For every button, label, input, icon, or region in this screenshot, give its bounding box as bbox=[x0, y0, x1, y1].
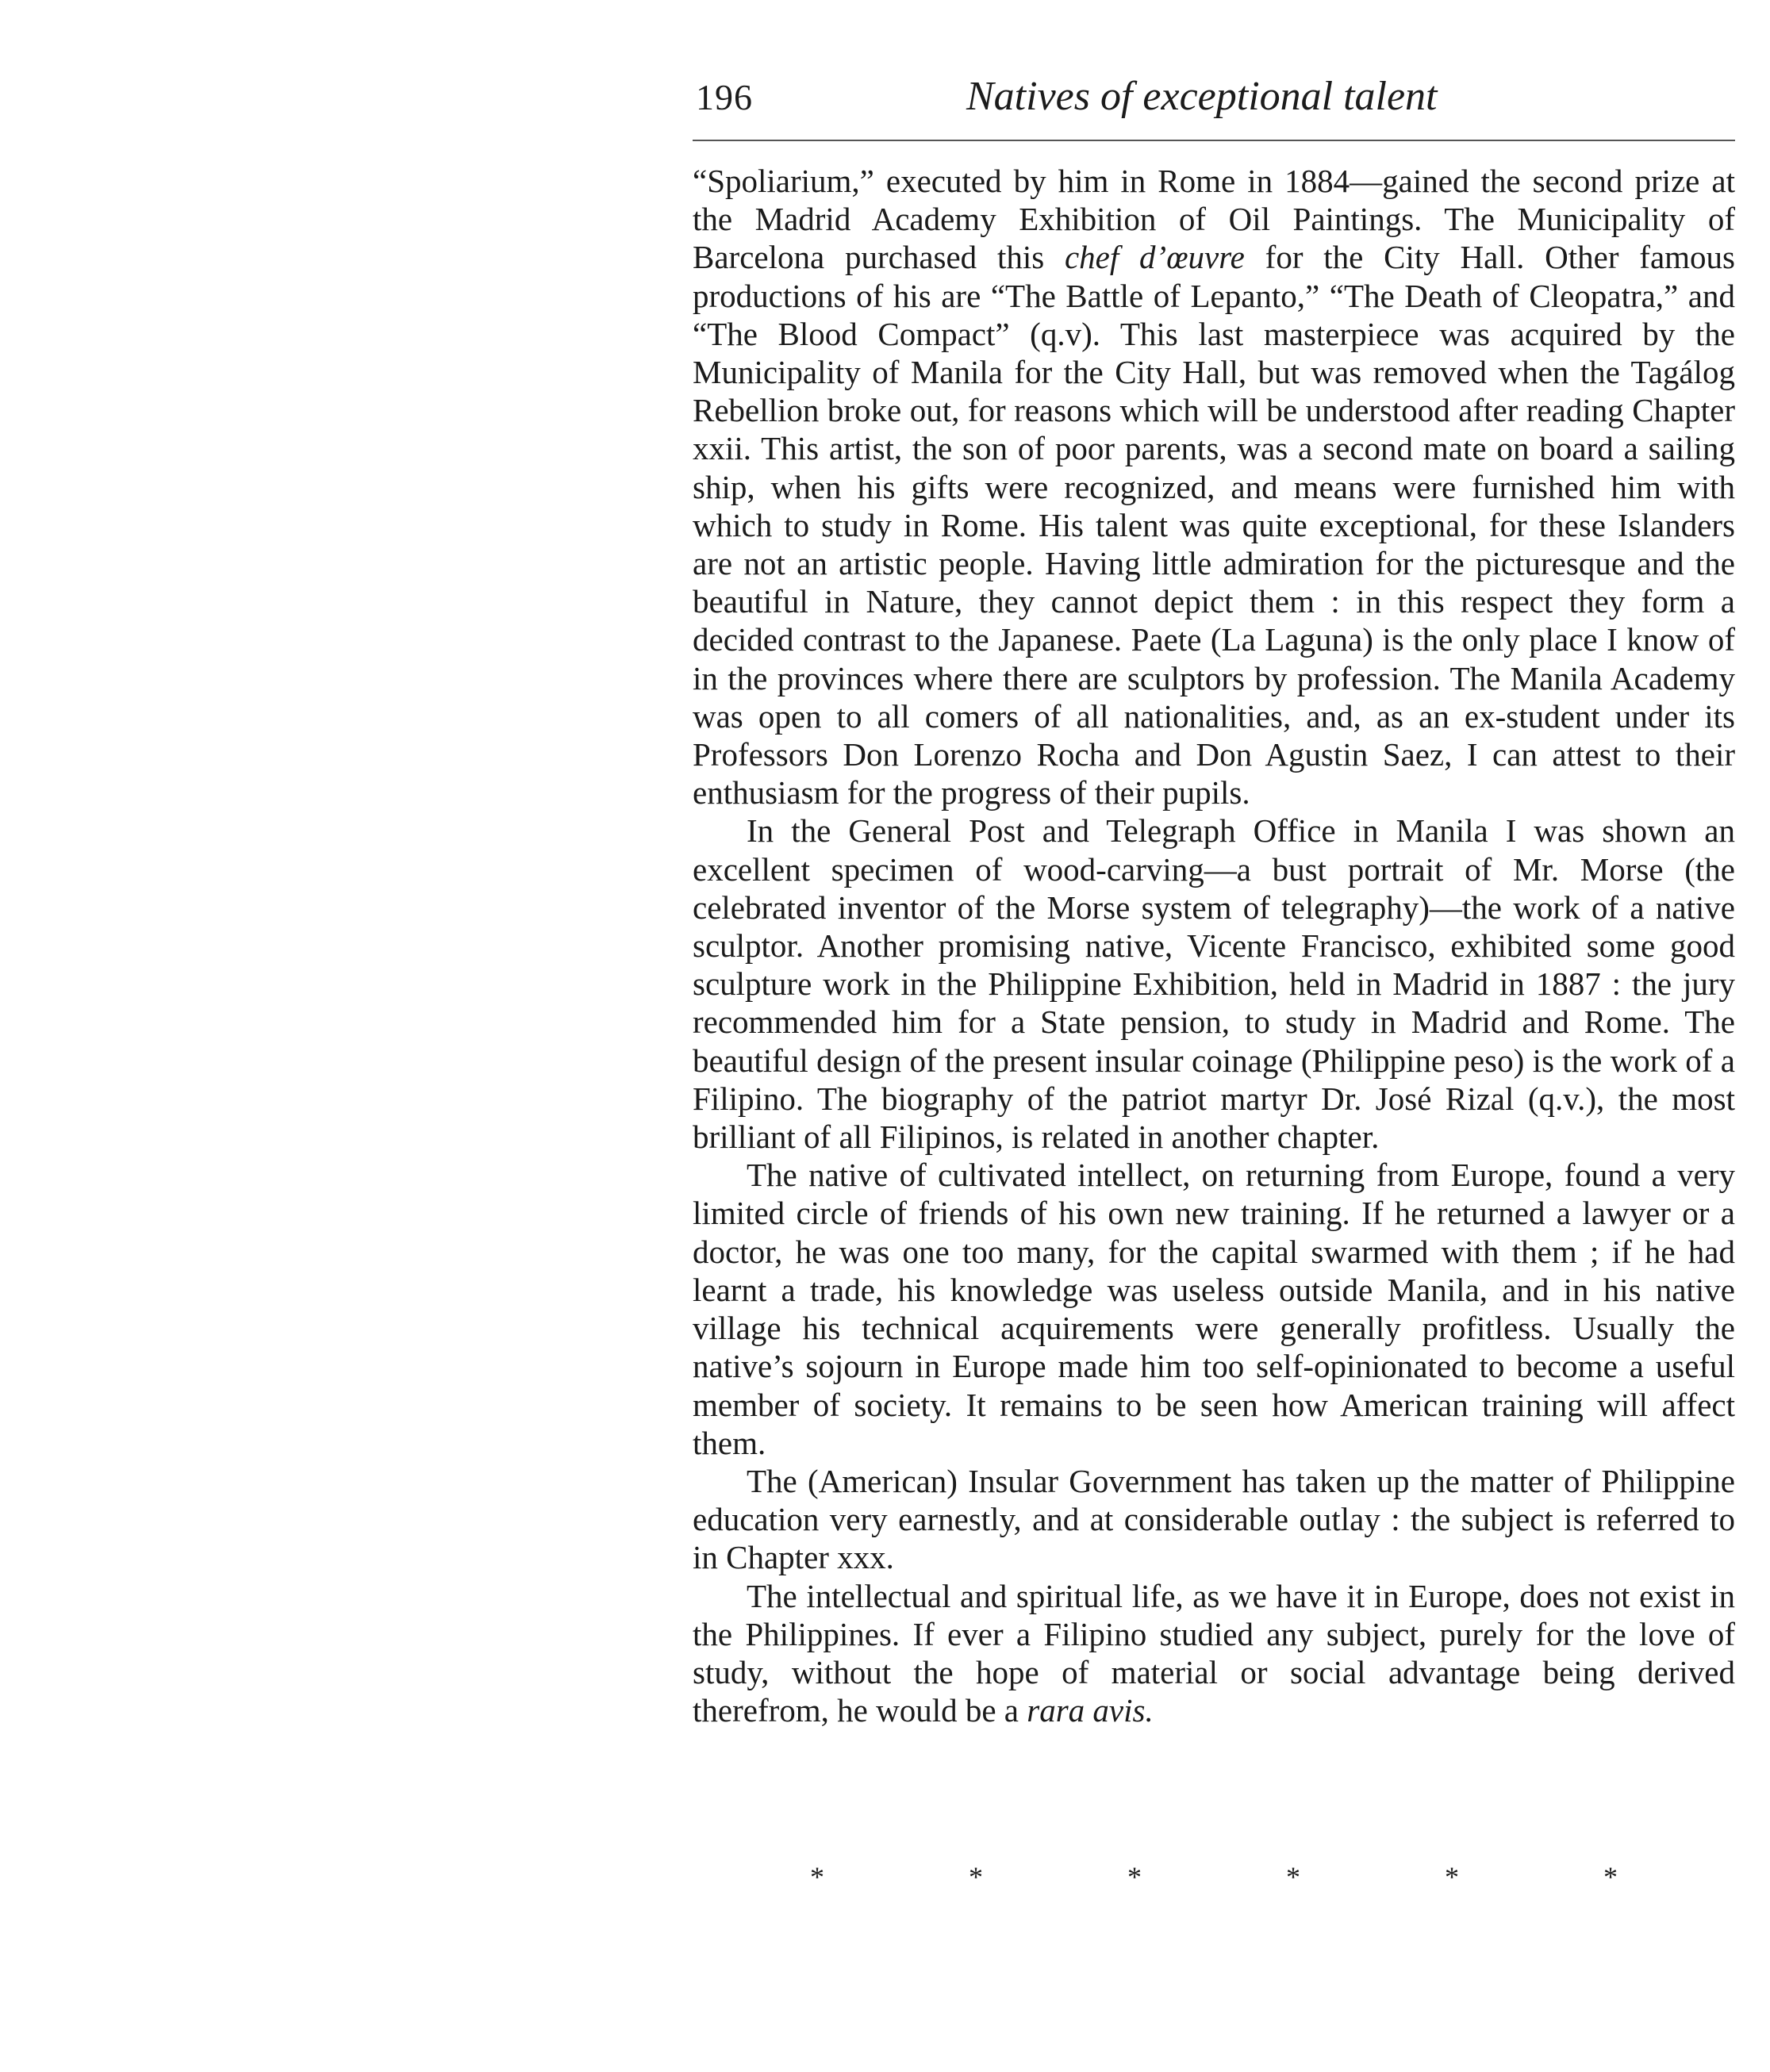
page-number: 196 bbox=[696, 77, 753, 117]
paragraph-3: The native of cultivated intellect, on returning from Europe, found a very limited circle of friends of his own new training. If he returned a lawyer or a doctor, he was one too many, for the capital swarmed with them ; if he had learnt a trade, his knowledge was useless outside Manila, and in his native village his technical acquirements were generally profitless. Usually the native’s sojourn in Europe made him too self-opinionated to become a useful member of society. It remains to be seen how American training will affect them. bbox=[693, 1157, 1735, 1461]
header-rule bbox=[693, 140, 1735, 141]
italic-phrase: rara avis. bbox=[1027, 1692, 1154, 1729]
asterisk: * bbox=[1286, 1861, 1300, 1893]
page-header bbox=[693, 73, 1735, 133]
asterisk: * bbox=[1127, 1861, 1142, 1893]
paragraph-5: The intellectual and spiritual life, as we have it in Europe, does not exist in the Philippines. If ever a Filipino studied any subject, purely for the love of study, without the hope of material or social advantage being derived therefrom, he would be a rara avis. bbox=[693, 1577, 1735, 1729]
asterisk: * bbox=[969, 1861, 983, 1893]
body-text bbox=[693, 162, 1735, 1729]
running-title: Natives of exceptional talent bbox=[966, 74, 1438, 119]
asterisk: * bbox=[810, 1861, 824, 1893]
book-page bbox=[693, 73, 1735, 1893]
paragraph-1: “Spoliarium,” executed by him in Rome in 1884—gained the second prize at the Madrid Academy Exhibition of Oil Paintings. The Municipality of Barcelona purchased this chef d’œuvre for the City Hall. Other famous productions of his are “The Battle of Lepanto,” “The Death of Cleopatra,” and “The Blood Compact” (q.v). This last masterpiece was acquired by the Municipality of Manila for the City Hall, but was removed when the Tagálog Rebellion broke out, for reasons which will be understood after reading Chapter xxii. This artist, the son of poor parents, was a second mate on board a sailing ship, when his gifts were recognized, and means were furnished him with which to study in Rome. His talent was quite exceptional, for these Islanders are not an artistic people. Having little admiration for the picturesque and the beautiful in Nature, they cannot depict them : in this respect they form a decided contrast to the Japanese. Paete (La Laguna) is the only place I know of in the provinces where there are sculptors by profession. The Manila Academy was open to all comers of all nationalities, and, as an ex-student under its Professors Don Lorenzo Rocha and Don Agustin Saez, I can attest to their enthusiasm for the progress of their pupils. bbox=[693, 163, 1735, 812]
italic-phrase: chef d’œuvre bbox=[1064, 239, 1245, 276]
paragraph-4: The (American) Insular Government has taken up the matter of Philippine education very earnestly, and at considerable outlay : the subject is referred to in Chapter xxx. bbox=[693, 1462, 1735, 1576]
asterisk: * bbox=[1445, 1861, 1459, 1893]
section-break bbox=[693, 1860, 1735, 1892]
paragraph-2: In the General Post and Telegraph Office in Manila I was shown an excellent specimen of wood-carving—a bust portrait of Mr. Morse (the celebrated inventor of the Morse system of telegraphy)—the work of a native sculptor. Another promising native, Vicente Francisco, exhibited some good sculpture work in the Philippine Exhibition, held in Madrid in 1887 : the jury recommended him for a State pension, to study in Madrid and Rome. The beautiful design of the present insular coinage (Philippine peso) is the work of a Filipino. The biography of the patriot martyr Dr. José Rizal (q.v.), the most brilliant of all Filipinos, is related in another chapter. bbox=[693, 812, 1735, 1156]
asterisk: * bbox=[1603, 1861, 1618, 1893]
